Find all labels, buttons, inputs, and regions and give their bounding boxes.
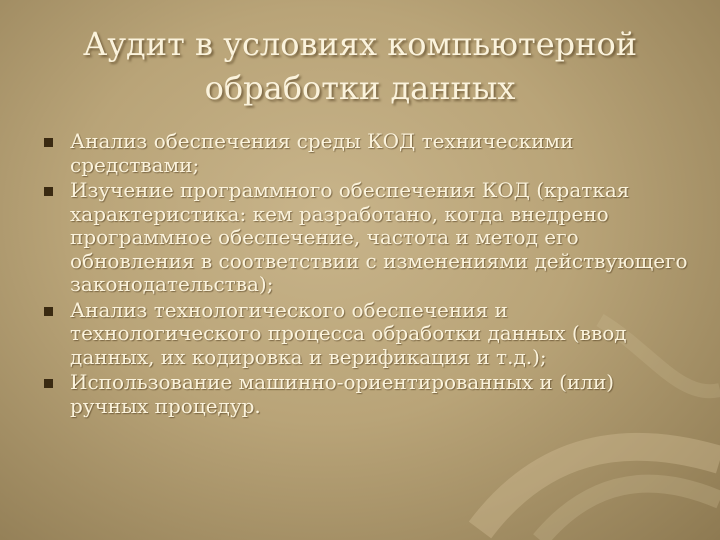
bullet-item	[42, 299, 692, 370]
square-bullet-icon	[44, 138, 53, 147]
slide-title-line: обработки данных	[204, 69, 516, 107]
bullet-text: Изучение программного обеспечения КОД (краткая характеристика: кем разработано, когда внедрено программное обеспечение, частота и метод его обновления в соответствии с изменениями действующего законодательства);	[70, 178, 688, 296]
slide-title-line: Аудит в условиях компьютерной	[82, 25, 638, 63]
square-bullet-icon	[44, 379, 53, 388]
bullet-item	[42, 179, 692, 297]
bullet-text: Анализ обеспечения среды КОД техническими средствами;	[70, 129, 574, 177]
bullet-list	[42, 130, 692, 420]
slide-title	[40, 22, 680, 110]
bullet-text: Использование машинно-ориентированных и (или) ручных процедур.	[70, 370, 615, 418]
square-bullet-icon	[44, 187, 53, 196]
square-bullet-icon	[44, 307, 53, 316]
bullet-text: Анализ технологического обеспечения и технологического процесса обработки данных (ввод данных, их кодировка и верификация и т.д.);	[70, 297, 627, 369]
bullet-item	[42, 130, 692, 177]
bullet-item	[42, 371, 692, 418]
